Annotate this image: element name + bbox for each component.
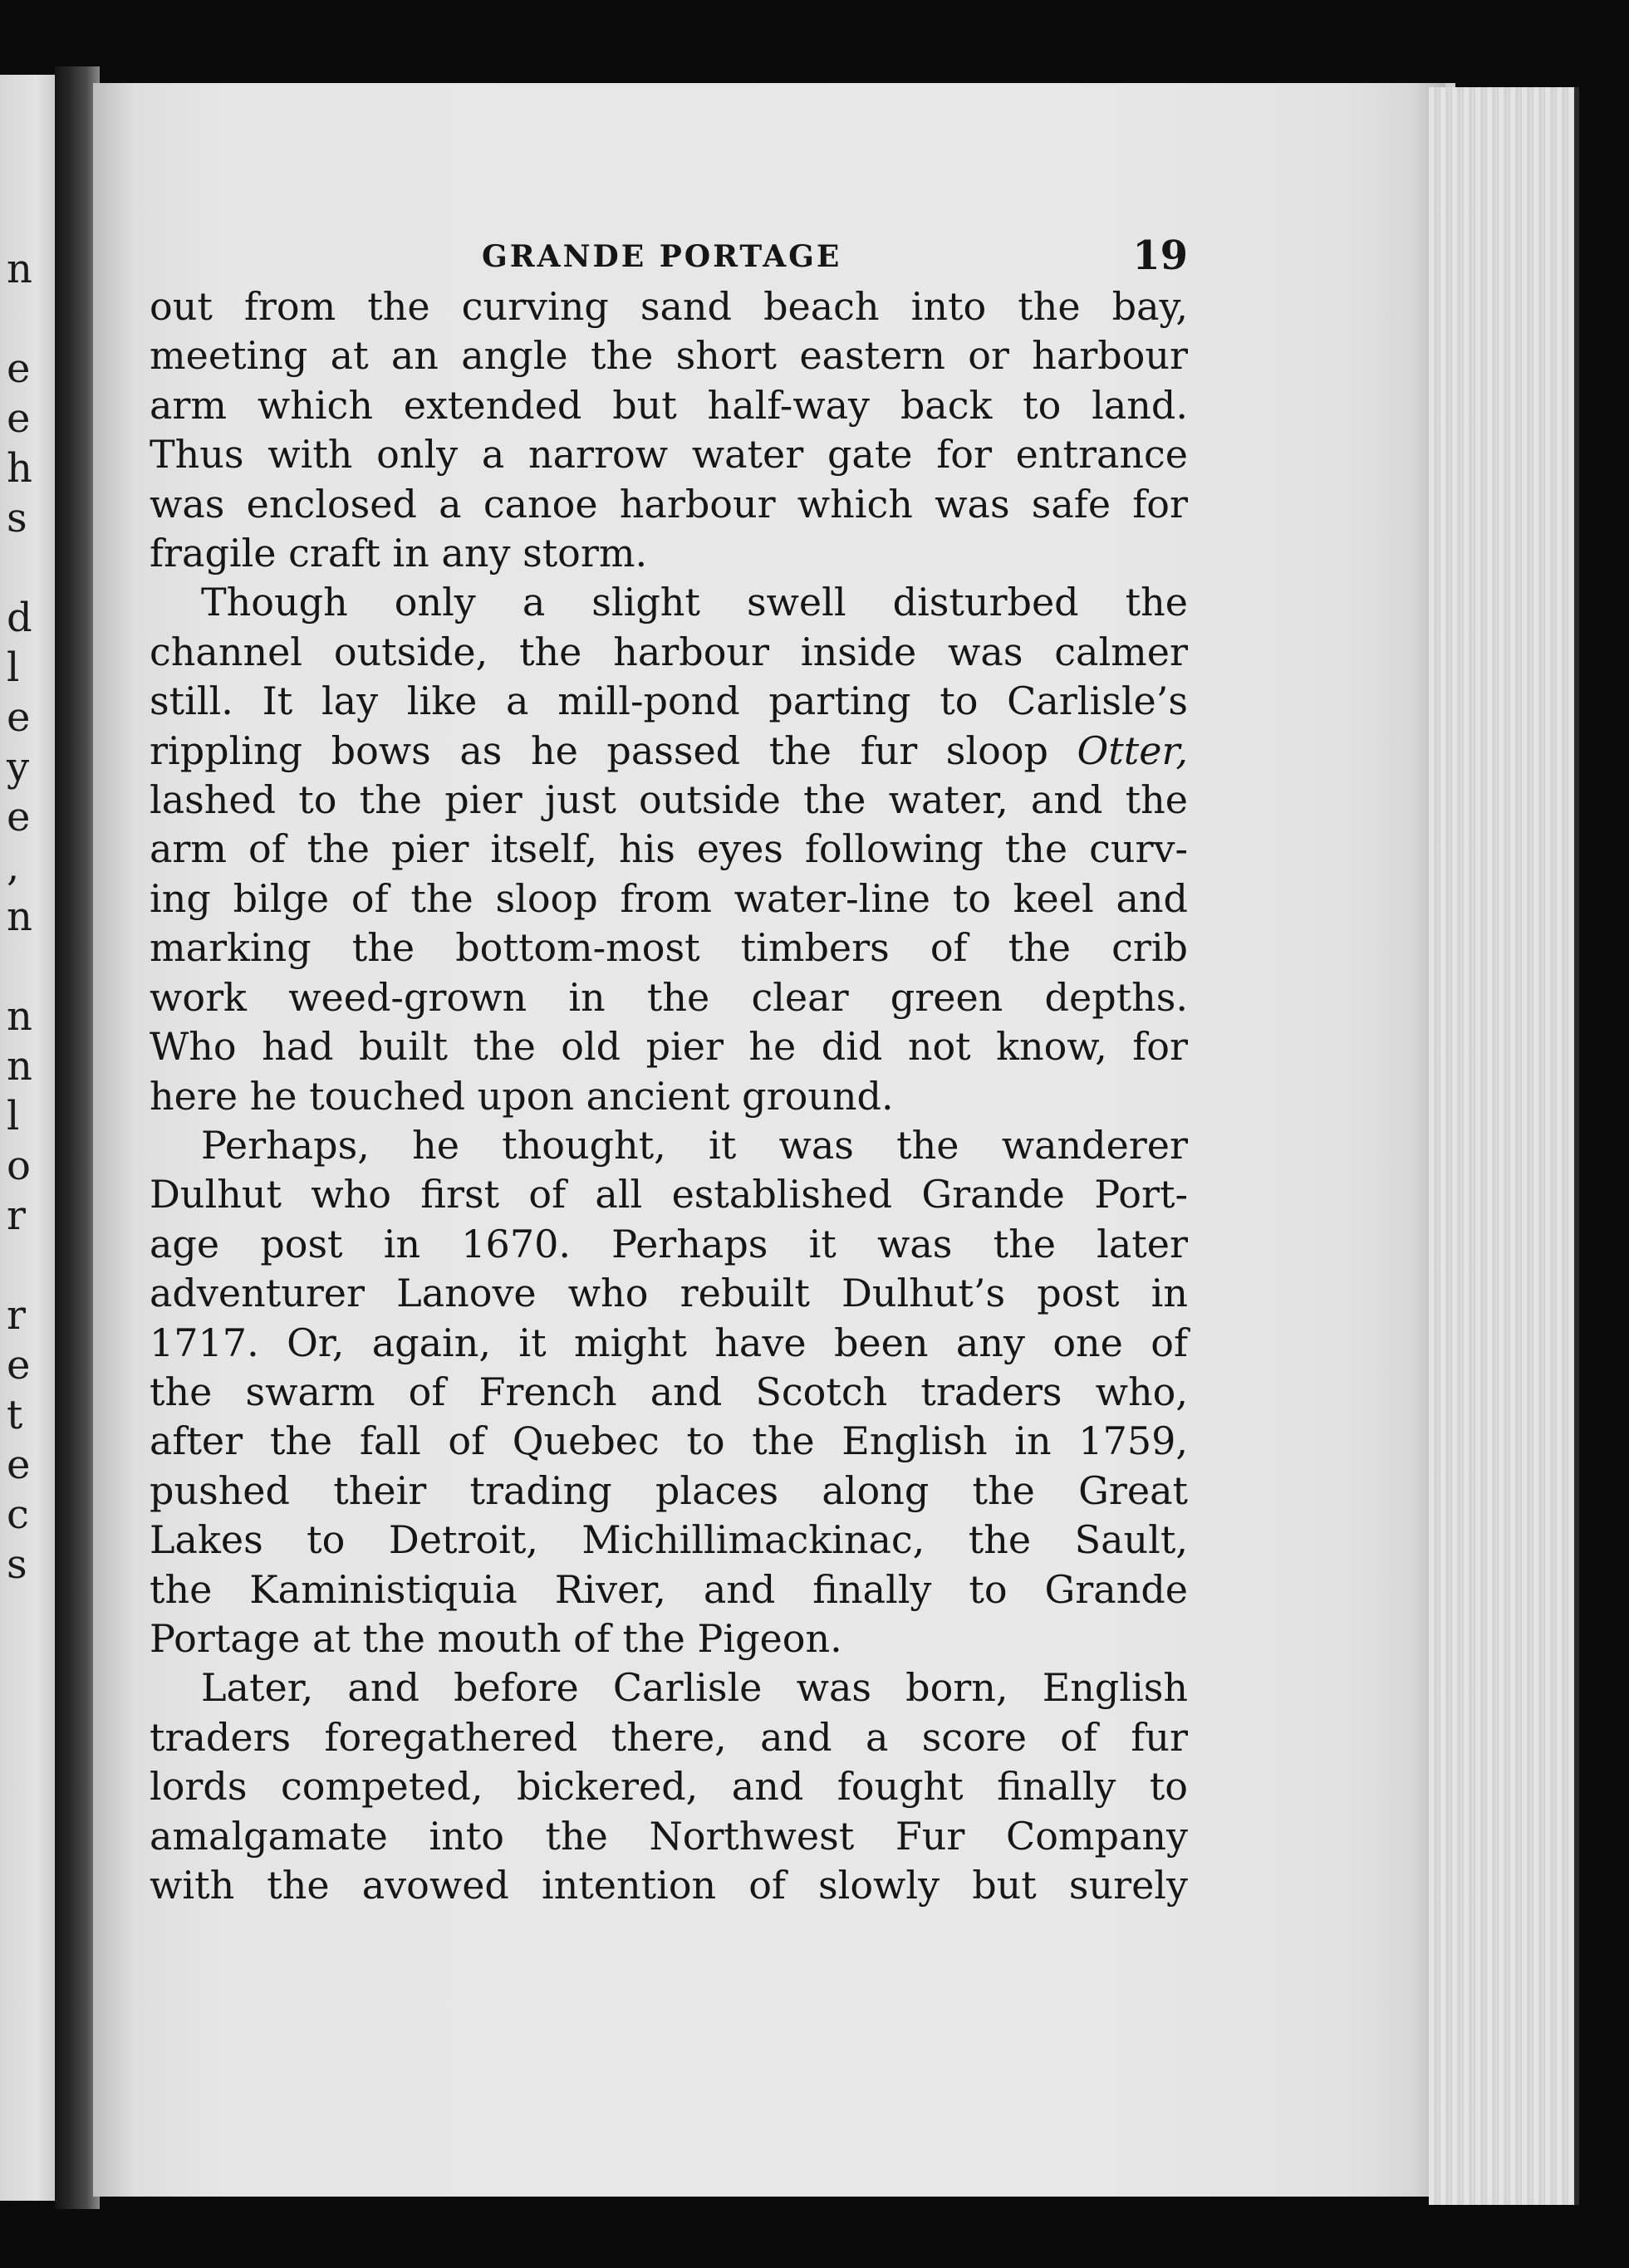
text-line (150, 430, 1188, 479)
text-line-content: age post in 1670. Perhaps it was the later (150, 1221, 1188, 1266)
text-line-content: Lakes to Detroit, Michillimackinac, the Sault, (150, 1517, 1188, 1563)
text-line-content: after the fall of Quebec to the English in 1759, (150, 1418, 1188, 1464)
text-line (150, 1516, 1188, 1565)
text-line (150, 282, 1188, 331)
text-line (150, 480, 1188, 529)
text-line (150, 1319, 1188, 1368)
italic-ship-name: Otter, (1077, 727, 1189, 773)
text-line-content: adventurer Lanove who rebuilt Dulhut’s post in (150, 1271, 1188, 1316)
previous-page-letter-fragment: e (7, 794, 31, 840)
stacked-page-edges (1429, 87, 1579, 2205)
page-text-block (150, 224, 1188, 1910)
text-line (150, 1713, 1188, 1762)
text-line-content: Later, and before Carlisle was born, English (201, 1665, 1188, 1711)
text-line (150, 1812, 1188, 1861)
text-line (150, 727, 1188, 776)
previous-page-letter-fragment: h (7, 445, 32, 492)
text-line (150, 1467, 1188, 1516)
text-line (150, 923, 1188, 972)
previous-page-letter-fragment: c (7, 1492, 29, 1538)
text-line (150, 1269, 1188, 1318)
text-line-content: the Kaministiquia River, and finally to Grande (150, 1566, 1188, 1612)
previous-page-letter-fragment: e (7, 395, 31, 442)
text-line (150, 578, 1188, 627)
text-line-content: 1717. Or, again, it might have been any one of (150, 1320, 1188, 1365)
previous-page-letter-fragment: e (7, 1342, 31, 1389)
text-line (150, 529, 1188, 578)
text-line-content: Though only a slight swell disturbed the (201, 580, 1188, 625)
text-line-content: rippling bows as he passed the fur sloop (150, 727, 1048, 773)
previous-page-letter-fragment: s (7, 495, 27, 541)
text-line-content: the swarm of French and Scotch traders who, (150, 1369, 1188, 1414)
text-line (150, 874, 1188, 923)
running-head (150, 224, 1188, 282)
text-line (150, 973, 1188, 1022)
text-line-content: arm of the pier itself, his eyes following the curv- (150, 826, 1188, 872)
previous-page-letter-fragment: d (7, 595, 32, 641)
text-line-content: lords competed, bickered, and fought finally to (150, 1764, 1188, 1810)
text-line (150, 776, 1188, 825)
previous-page-letter-fragment: e (7, 1442, 31, 1488)
text-line-content: meeting at an angle the short eastern or harbour (150, 333, 1188, 379)
text-line (150, 825, 1188, 874)
text-line-content: still. It lay like a mill-pond parting to Carlisle’s (150, 678, 1188, 724)
text-line-content: was enclosed a canoe harbour which was safe for (150, 481, 1188, 527)
previous-page-letter-fragment: t (7, 1392, 23, 1438)
previous-page-letter-fragment: n (7, 246, 32, 292)
previous-page-letter-fragment: s (7, 1541, 27, 1588)
previous-page-letter-fragment: o (7, 1143, 31, 1189)
text-line-content: arm which extended but half-way back to land. (150, 382, 1188, 428)
text-line (150, 1663, 1188, 1712)
page-number: 19 (1132, 233, 1188, 279)
text-line (150, 677, 1188, 726)
previous-page-letter-fragment: r (7, 1193, 26, 1239)
text-line (150, 381, 1188, 430)
text-line-content: amalgamate into the Northwest Fur Company (150, 1813, 1188, 1859)
running-title: GRANDE PORTAGE (482, 239, 842, 274)
text-line-content: fragile craft in any storm. (150, 531, 648, 576)
previous-page-letter-fragment: e (7, 694, 31, 741)
text-line (150, 628, 1188, 677)
text-line (150, 331, 1188, 380)
previous-page-letter-fragment: n (7, 894, 32, 940)
text-line (150, 1170, 1188, 1219)
text-line-content: with the avowed intention of slowly but surely (150, 1863, 1188, 1908)
text-line-content: channel outside, the harbour inside was calmer (150, 629, 1188, 674)
text-line (150, 1121, 1188, 1170)
previous-page-letter-fragment: , (7, 844, 20, 890)
text-line-content: Perhaps, he thought, it was the wanderer (201, 1122, 1188, 1168)
text-line-content: ing bilge of the sloop from water-line to keel and (150, 875, 1188, 921)
text-line-content: out from the curving sand beach into the bay, (150, 284, 1188, 329)
previous-page-edge (0, 75, 60, 2201)
previous-page-letter-fragment: l (7, 644, 20, 691)
text-line-content: Portage at the mouth of the Pigeon. (150, 1615, 842, 1661)
text-line-content: marking the bottom-most timbers of the crib (150, 925, 1188, 971)
text-line-content: here he touched upon ancient ground. (150, 1073, 894, 1119)
text-line-content: Thus with only a narrow water gate for entrance (150, 432, 1188, 478)
text-line (150, 1072, 1188, 1121)
previous-page-letter-fragment: e (7, 345, 31, 392)
previous-page-letter-fragment: r (7, 1292, 26, 1339)
text-line-content: lashed to the pier just outside the water, and the (150, 777, 1188, 823)
text-line (150, 1614, 1188, 1663)
previous-page-letter-fragment: y (7, 744, 30, 791)
text-line-content: work weed-grown in the clear green depths. (150, 974, 1188, 1020)
text-line-content: pushed their trading places along the Great (150, 1467, 1188, 1513)
previous-page-letter-fragment: l (7, 1093, 20, 1139)
text-line (150, 1565, 1188, 1614)
text-line (150, 1368, 1188, 1417)
body-text (150, 282, 1188, 1910)
text-line (150, 1220, 1188, 1269)
text-line-content: Dulhut who first of all established Grande Port- (150, 1172, 1188, 1217)
text-line (150, 1022, 1188, 1071)
text-line (150, 1762, 1188, 1811)
text-line (150, 1417, 1188, 1466)
previous-page-letter-fragment: n (7, 1043, 32, 1090)
text-line-content: traders foregathered there, and a score of fur (150, 1714, 1188, 1760)
text-line-content: Who had built the old pier he did not know, for (150, 1024, 1188, 1070)
previous-page-letter-fragment: n (7, 993, 32, 1040)
text-line (150, 1861, 1188, 1910)
